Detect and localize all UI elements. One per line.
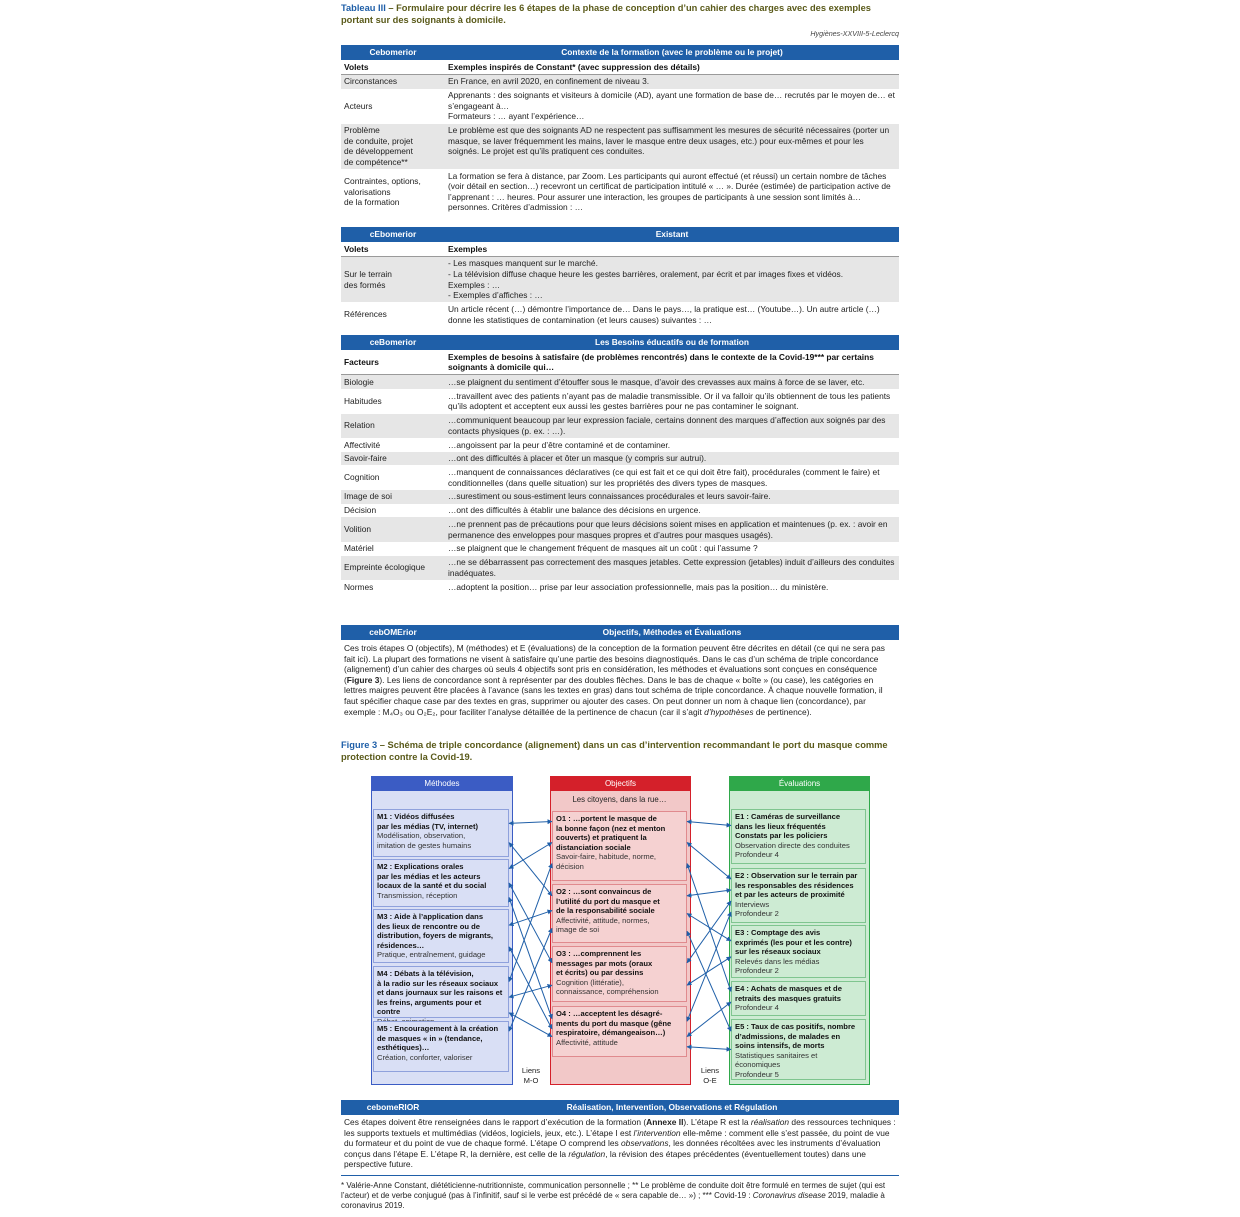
row-key: Acteurs [341, 89, 445, 124]
objectifs-box-2 [552, 884, 687, 943]
row-key: Sur le terrain des formés [341, 256, 445, 302]
box-category: Transmission, réception [377, 890, 458, 900]
row-key: Habitudes [341, 389, 445, 413]
box-title: O4 : …acceptent les désagré- ments du port du masque (gêne respiratoire, démangeaison…) [556, 1009, 672, 1038]
row-key: Contraintes, options, valorisations de la formation [341, 169, 445, 215]
section-title: Les Besoins éducatifs ou de formation [445, 335, 899, 350]
row-key: Cognition [341, 465, 445, 489]
methodes-box-3 [373, 909, 509, 963]
box-category: Relevés dans les médias Profondeur 2 [735, 956, 820, 976]
methodes-box-4 [373, 966, 509, 1018]
section-code: cebomeRIOR [341, 1100, 445, 1115]
section-ome [341, 625, 899, 640]
evaluations-box-1 [731, 809, 866, 864]
link-o2-e5 [687, 931, 731, 1031]
row-key: Volition [341, 517, 445, 541]
table-row [341, 89, 899, 124]
methodes-header: Méthodes [372, 777, 512, 791]
box-category: Pratique, entraînement, guidage [377, 950, 486, 960]
link-m2-o1 [509, 843, 552, 869]
row-key: Biologie [341, 375, 445, 389]
row-value: …manquent de connaissances déclaratives (ce qui est fait et ce qui doit être fait), procédurales (comment le faire) et conditionnelles (dans quelle situation) sur les propriétés des divers types de masques. [445, 465, 899, 489]
box-category: Création, conforter, valoriser [377, 1052, 473, 1062]
objectifs-top-label: Les citoyens, dans la rue… [572, 795, 667, 804]
objectifs-box-1 [552, 811, 687, 881]
row-value: …se plaignent que le changement fréquent de masques ait un coût : qui l’assume ? [445, 542, 899, 556]
table-row [341, 302, 899, 326]
row-key: Matériel [341, 542, 445, 556]
row-value: …ont des difficultés à établir une balance des décisions en urgence. [445, 504, 899, 518]
liens-mo-label: Liens M-O [521, 1066, 541, 1085]
methodes-box-2 [373, 859, 509, 907]
section-contexte: Cebomerior Contexte de la formation (avec le problème ou le projet) Volets Exemples inspirés de Constant* (avec suppression des détails) Circonstances En France, en avril 2020, en confinement de niveau 3. Acteurs Apprenants : des soignants et visiteurs à domicile (AD), ayant une formation de base de… recrutés par le moyen de… et s’engageant à… Formateurs : … ayant l’expérience… Problème de conduite, projet de développement de compétence** Le problème est que des soignants AD ne respectent pas suffisamment les mesures de sécurité nécessaires (porter un masque, se laver fréquemment les mains, laver le masque entre deux usages, etc.) pour eux-mêmes et pour les soignés. Le projet est qu’ils pratiquent ces conduites. Contraintes, options, valorisations de la formation La formation se fera à distance, par Zoom. Les participants qui auront effectué (et réussi) un certain nombre de tâches (voir détail en section…) recevront un certificat de participation intitulé « … ». Durée (estimée) de participation active de l’apprenant : … heures. Pour assurer une interaction, les groupes de participants à une session sont limités à… personnes. Critères d’admission : … [341, 45, 899, 215]
row-value: …se plaignent du sentiment d’étouffer sous le masque, d’avoir des crevasses aux mains à force de se laver, etc. [445, 375, 899, 389]
box-category: Savoir-faire, habitude, norme, décision [556, 852, 657, 871]
objectifs-box-3 [552, 946, 687, 1002]
evaluations-header: Évaluations [730, 777, 869, 791]
box-category: Observation directe des conduites Profondeur 4 [735, 840, 850, 860]
evaluations-box-2 [731, 868, 866, 923]
row-value: …surestiment ou sous-estiment leurs connaissances procédurales et leurs savoir-faire. [445, 490, 899, 504]
box-title: E1 : Caméras de surveillance dans les lieux fréquentés Constats par les policiers [735, 812, 841, 841]
table-row [341, 74, 899, 88]
box-title: E5 : Taux de cas positifs, nombre d’admissions, de malades en soins intensifs, de morts [735, 1022, 856, 1051]
row-key: Références [341, 302, 445, 326]
link-o1-e2 [687, 843, 731, 880]
box-title: E2 : Observation sur le terrain par les responsables des résidences et par les acteurs de proximité [735, 871, 858, 900]
link-o1-e4 [687, 864, 731, 992]
box-title: M5 : Encouragement à la création de masques « in » (tendance, esthétiques)… [377, 1024, 499, 1053]
box-category: Profondeur 4 [735, 1003, 779, 1013]
ome-paragraph: Ces trois étapes O (objectifs), M (méthodes) et E (évaluations) de la conception de la formation peuvent être décrites en détail (ce qui ne sera pas fait ici). La plupart des formations ne visent à satisfaire qu’une partie des besoins diagnostiqués. Dans le cas d’un schéma de triple concordance (alignement) d’un cahier des charges où seuls 4 objectifs sont pris en considération, les méthodes et évaluations sont conçues en conséquence (Figure 3). Les liens de concordance sont à représenter par des doubles flèches. Dans le bas de chaque « boîte » (ou case), les catégories en lettres maigres peuvent être placées à l’avance (sans les textes en gras) dans tout schéma de triple concordance. À chaque nouvelle formation, il faut spécifier chaque case par des textes en gras, supprimer ou ajouter des cases. On peut donner un nom à chaque lien (concordance), par exemple : M₄O₃ ou O₂E₂, pour faciliter l’analyse détaillée de la pertinence de chacun (car il s’agit d’hypothèses de pertinence). [344, 643, 885, 717]
section-title: Objectifs, Méthodes et Évaluations [445, 625, 899, 640]
box-title: O1 : …portent le masque de la bonne façon (nez et menton couverts) et pratiquent la distanciation sociale [556, 814, 666, 852]
link-o1-e1 [687, 822, 731, 826]
table-row [341, 504, 899, 518]
table-row [341, 517, 899, 541]
link-m2-o3 [509, 883, 552, 963]
section-besoins: ceBomerior Les Besoins éducatifs ou de formation Facteurs Exemples de besoins à satisfaire (de problèmes rencontrés) dans le contexte de la Covid-19*** par certains soignants à domicile qui… Biologie …se plaignent du sentiment d’étouffer sous le masque, d’avoir des crevasses aux mains à force de se laver, etc. Habitudes …travaillent avec des patients n’ayant pas de maladie transmissible. Or il va falloir qu’ils obtiennent de tous les patients qu’ils adoptent et acceptent eux aussi les gestes barrières pour ne pas contaminer le soignant. Relation …communiquent beaucoup par leur expression faciale, certains donnent des marques d’affection aux soignés par des contacts physiques (p. ex. : …). Affectivité …angoissent par la peur d’être contaminé et de contaminer. Savoir-faire …ont des difficultés à placer et ôter un masque (y compris sur autrui). Cognition …manquent de connaissances déclaratives (ce qui est fait et ce qui doit être fait), procédurales (comment le faire) et conditionnelles (dans quelle situation) sur les propriétés des divers types de masques. Image de soi …surestiment ou sous-estiment leurs connaissances procédurales et leurs savoir-faire. Décision …ont des difficultés à établir une balance des décisions en urgence. Volition …ne prennent pas de précautions pour que leurs décisions soient mises en application et maintenues (p. ex. : avoir en permanence des enveloppes pour masques propres et d’autres pour masques usagés). Matériel …se plaignent que le changement fréquent de masques ait un coût : qui l’assume ? Empreinte écologique …ne se débarrassent pas correctement des masques jetables. Cette expression (jetables) induit d’ailleurs des conduites inadéquates. Normes …adoptent la position… prise par leur association professionnelle, mais pas la position… du ministère. [341, 335, 899, 594]
footnotes: * Valérie-Anne Constant, diététicienne-nutritionniste, communication personnelle ; ** Le problème de conduite doit être formulé en termes de sujet (qui est l’acteur) et de verbe conjugué (pas à l’infinitif, sauf si le verbe est précédé de « sera capable de… ») ; *** Covid-19 : Coronavirus disease 2019, maladie à coronavirus 2019. [341, 1181, 886, 1211]
objectifs-header: Objectifs [551, 777, 690, 791]
row-key: Savoir-faire [341, 452, 445, 466]
table-row [341, 169, 899, 215]
link-m4-o1 [509, 864, 552, 982]
link-m1-o1 [509, 822, 552, 824]
box-title: E3 : Comptage des avis exprimés (les pour et les contre) sur les réseaux sociaux [735, 928, 852, 957]
row-value: …travaillent avec des patients n’ayant pas de maladie transmissible. Or il va falloir qu’ils obtiennent de tous les patients qu’ils adoptent et acceptent eux aussi les gestes barrières pour ne pas contaminer le soignant. [445, 389, 899, 413]
section-code: ceBomerior [341, 335, 445, 350]
link-m4-o4 [509, 1013, 552, 1037]
link-o3-e2 [687, 901, 731, 963]
table-row [341, 490, 899, 504]
box-title: O2 : …sont convaincus de l’utilité du port du masque et de la responsabilité sociale [556, 887, 660, 916]
link-m3-o4 [509, 947, 552, 1029]
box-title: M3 : Aide à l’application dans des lieux de rencontre ou de distribution, foyers de migrants, résidences… [377, 912, 494, 950]
link-m2-o4 [509, 897, 552, 1018]
row-value: Apprenants : des soignants et visiteurs à domicile (AD), ayant une formation de base de… recrutés par le moyen de… et s’engageant à… Formateurs : … ayant l’expérience… [445, 89, 899, 124]
section-code: cebOMErior [341, 625, 445, 640]
section-code: cEbomerior [341, 227, 445, 242]
table-row [341, 256, 899, 302]
row-key: Relation [341, 414, 445, 438]
table-row [341, 556, 899, 580]
table-row [341, 542, 899, 556]
row-key: Problème de conduite, projet de développement de compétence** [341, 124, 445, 170]
link-o4-e4 [687, 1002, 731, 1037]
box-title: O3 : …comprennent les messages par mots (oraux et écrits) ou par dessins [556, 949, 653, 978]
box-category: Modélisation, observation, imitation de gestes humains [377, 831, 472, 850]
evaluations-box-4 [731, 981, 866, 1016]
table-row [341, 580, 899, 594]
box-category: Cognition (littératie), connaissance, compréhension [556, 977, 659, 997]
row-value: - Les masques manquent sur le marché. - La télévision diffuse chaque heure les gestes barrières, oralement, par écrit et par images fixes et vidéos. Exemples : … - Exemples d’affiches : … [445, 256, 899, 302]
table-row [341, 414, 899, 438]
section-code: Cebomerior [341, 45, 445, 60]
evaluations-box-5 [731, 1019, 866, 1080]
table-title: Tableau III – Formulaire pour décrire les 6 étapes de la phase de conception d’un cahier des charges avec des exemples portant sur des soignants à domicile. [341, 3, 871, 25]
section-title: Réalisation, Intervention, Observations et Régulation [445, 1100, 899, 1115]
link-m3-o2 [509, 911, 552, 926]
box-title: M2 : Explications orales par les médias et les acteurs locaux de la santé et du social [377, 862, 487, 891]
row-value: …ne prennent pas de précautions pour que leurs décisions soient mises en application et maintenues (p. ex. : avoir en permanence des enveloppes pour masques propres et d’autres pour masques usagés). [445, 517, 899, 541]
row-key: Circonstances [341, 74, 445, 88]
row-value: …adoptent la position… prise par leur association professionnelle, mais pas la position… du ministère. [445, 580, 899, 594]
rior-paragraph: Ces étapes doivent être renseignées dans le rapport d’exécution de la formation (Annexe II). L’étape R est la réalisation des ressources techniques : les supports textuels et multimédias (vidéos, logiciels, jeux, etc.). L’étape I est l’intervention elle-même : comment elle s’est passée, du point de vue du formateur et du point de vue de chaque formé. L’étape O comprend les observations, les données récoltées avec les instruments d’évaluation conçus dans l’étape E. L’étape R, la dernière, est celle de la régulation, la révision des étapes précédentes (éventuellement toutes) dans une perspective future. [344, 1117, 896, 1170]
box-title: M4 : Débats à la télévision, à la radio sur les réseaux sociaux et dans journaux sur les raisons et les freins, arguments pour et contre [377, 969, 503, 1017]
row-value: …angoissent par la peur d’être contaminé et de contaminer. [445, 438, 899, 452]
row-value: …ne se débarrassent pas correctement des masques jetables. Cette expression (jetables) induit d’ailleurs des conduites inadéquates. [445, 556, 899, 580]
row-value: …ont des difficultés à placer et ôter un masque (y compris sur autrui). [445, 452, 899, 466]
footnote-divider [341, 1175, 899, 1176]
row-key: Affectivité [341, 438, 445, 452]
link-o2-e2 [687, 890, 731, 896]
section-existant: cEbomerior Existant Volets Exemples Sur le terrain des formés - Les masques manquent sur le marché. - La télévision diffuse chaque heure les gestes barrières, oralement, par écrit et par images fixes et vidéos. Exemples : … - Exemples d’affiches : … Références Un article récent (…) démontre l’importance de… Dans le pays…, la pratique est… (Youtube…). Un autre article (…) donne les statistiques de contamination (et leurs causes) suivantes : … [341, 227, 899, 327]
row-key: Image de soi [341, 490, 445, 504]
link-m1-o2 [509, 843, 552, 896]
link-m4-o3 [509, 985, 552, 997]
table-row [341, 452, 899, 466]
row-key: Normes [341, 580, 445, 594]
box-category: Statistiques sanitaires et économiques Profondeur 5 [735, 1050, 818, 1079]
row-value: …communiquent beaucoup par leur expression faciale, certains donnent des marques d’affection aux soignés par des contacts physiques (p. ex. : …). [445, 414, 899, 438]
box-category: Interviews Profondeur 2 [735, 899, 779, 919]
section-title: Existant [445, 227, 899, 242]
link-o4-e5 [687, 1047, 731, 1050]
table-row [341, 438, 899, 452]
link-o4-e2 [687, 912, 731, 1021]
box-category: Affectivité, attitude, normes, image de soi [556, 915, 650, 935]
figure-title: Figure 3 – Schéma de triple concordance (alignement) dans un cas d’intervention recommandant le port du masque comme protection contre la Covid-19. [341, 740, 888, 762]
row-key: Décision [341, 504, 445, 518]
credit: Hygiènes-XXVIII-5-Leclercq [810, 29, 899, 38]
box-title: M1 : Vidéos diffusées par les médias (TV, internet) [377, 812, 479, 831]
objectifs-box-4 [552, 1006, 687, 1057]
liens-oe-label: Liens O-E [700, 1066, 720, 1085]
row-key: Empreinte écologique [341, 556, 445, 580]
row-value: La formation se fera à distance, par Zoom. Les participants qui auront effectué (et réussi) un certain nombre de tâches (voir détail en section…) recevront un certificat de participation intitulé « … ». Durée (estimée) de participation active de l’apprenant : … heures. Pour assurer une interaction, les groupes de participants à une session sont limités à… personnes. Critères d’admission : … [445, 169, 899, 215]
methodes-box-5 [373, 1021, 509, 1072]
table-row [341, 465, 899, 489]
section-title: Contexte de la formation (avec le problème ou le projet) [445, 45, 899, 60]
row-value: Un article récent (…) démontre l’importance de… Dans le pays…, la pratique est… (Youtube…). Un autre article (…) donne les statistiques de contamination (et leurs causes) suivantes : … [445, 302, 899, 326]
section-rior [341, 1100, 899, 1115]
row-value: En France, en avril 2020, en confinement de niveau 3. [445, 74, 899, 88]
box-category: Affectivité, attitude [556, 1037, 618, 1047]
row-value: Le problème est que des soignants AD ne respectent pas suffisamment les mesures de sécurité nécessaires (porter un masque, se laver fréquemment les mains, laver le masque entre deux usages, etc.) pour eux-mêmes et pour les soignés. Le projet est qu’ils pratiquent ces conduites. [445, 124, 899, 170]
table-row [341, 389, 899, 413]
link-m5-o2 [509, 928, 552, 1031]
link-o2-e3 [687, 914, 731, 941]
table-row [341, 124, 899, 170]
box-title: E4 : Achats de masques et de retraits des masques gratuits [735, 984, 842, 1003]
table-row [341, 375, 899, 389]
evaluations-box-3 [731, 925, 866, 978]
methodes-box-1 [373, 809, 509, 857]
link-o3-e3 [687, 957, 731, 985]
